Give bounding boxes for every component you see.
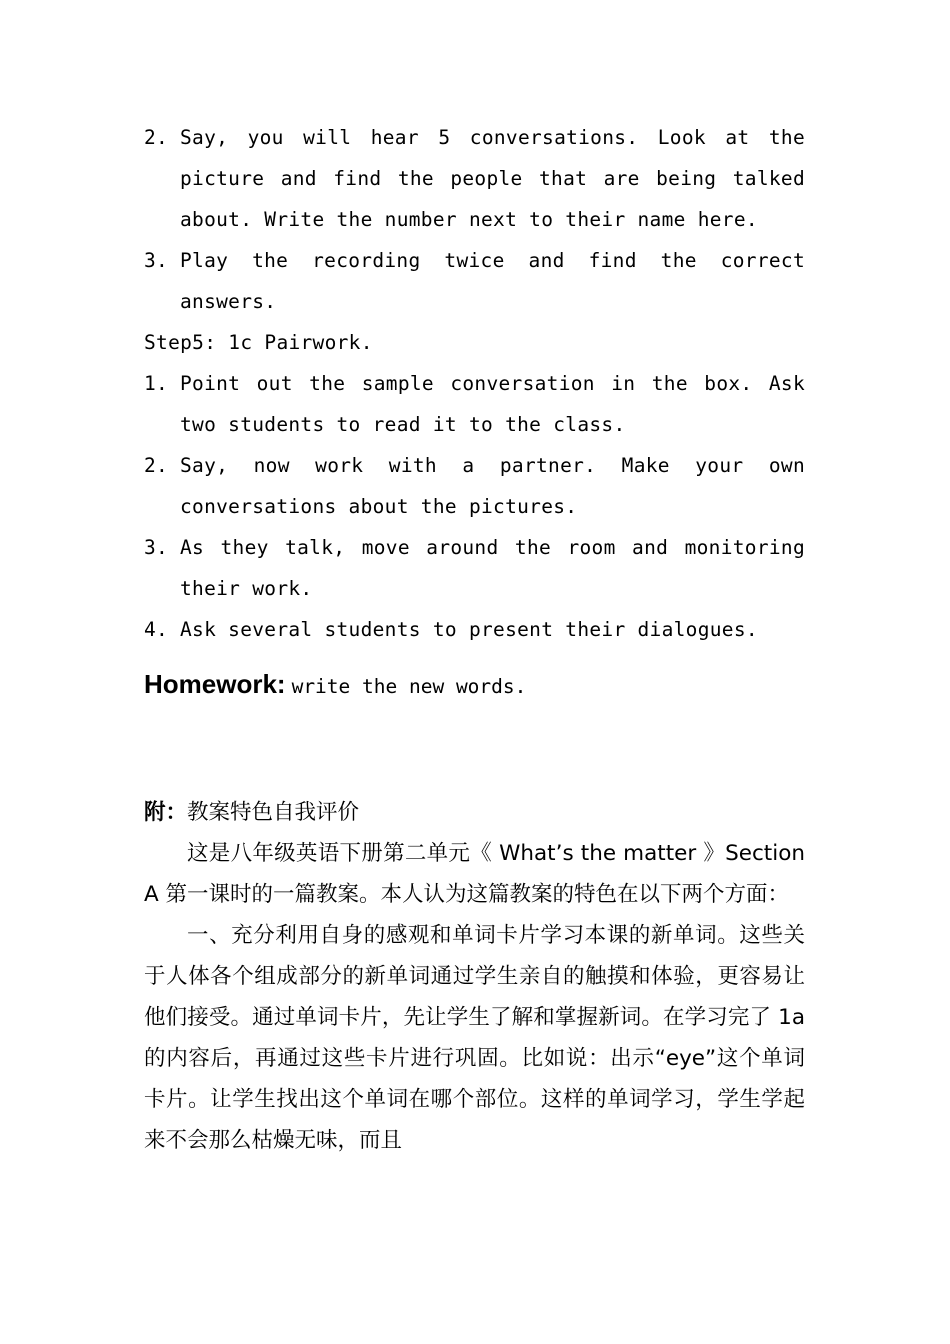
appendix-section bbox=[144, 792, 805, 1161]
item-text: Ask several students to present their dialogues. bbox=[180, 618, 758, 641]
item-number: 2. bbox=[144, 126, 169, 149]
appendix-title: 教案特色自我评价 bbox=[187, 800, 360, 825]
appendix-label: 附： bbox=[144, 800, 188, 825]
list-item bbox=[144, 240, 805, 322]
appendix-paragraph-1: 这是八年级英语下册第二单元《 What’s the matter 》Section A 第一课时的一篇教案。本人认为这篇教案的特色在以下两个方面： bbox=[144, 841, 805, 907]
list-item bbox=[144, 609, 805, 650]
item-number: 4. bbox=[144, 618, 169, 641]
item-number: 2. bbox=[144, 454, 169, 477]
item-text: Say, you will hear 5 conversations. Look at the picture and find the people that are being talked about. Write the number next to their name here. bbox=[180, 126, 805, 231]
appendix-heading bbox=[144, 792, 805, 833]
item-text: Point out the sample conversation in the box. Ask two students to read it to the class. bbox=[180, 372, 805, 436]
item-text: Say, now work with a partner. Make your own conversations about the pictures. bbox=[180, 454, 805, 518]
step-heading: Step5: 1c Pairwork. bbox=[144, 331, 373, 354]
homework-line bbox=[144, 664, 805, 708]
list-item bbox=[144, 363, 805, 445]
list-item bbox=[144, 117, 805, 240]
list-item bbox=[144, 445, 805, 527]
homework-text: write the new words. bbox=[291, 675, 527, 698]
item-number: 1. bbox=[144, 372, 169, 395]
list-item bbox=[144, 527, 805, 609]
item-number: 3. bbox=[144, 536, 169, 559]
appendix-paragraph-2: 一、充分利用自身的感观和单词卡片学习本课的新单词。这些关于人体各个组成部分的新单词通过学生亲自的触摸和体验，更容易让他们接受。通过单词卡片，先让学生了解和掌握新词。在学习完了 1a 的内容后，再通过这些卡片进行巩固。比如说：出示“eye”这个单词卡片。让学生找出这个单词在哪个部位。这样的单词学习，学生学起来不会那么枯燥无味，而且 bbox=[144, 923, 805, 1153]
item-text: Play the recording twice and find the correct answers. bbox=[180, 249, 805, 313]
item-text: As they talk, move around the room and monitoring their work. bbox=[180, 536, 805, 600]
homework-label: Homework: bbox=[144, 669, 286, 699]
instruction-list-1 bbox=[144, 117, 805, 650]
item-number: 3. bbox=[144, 249, 169, 272]
